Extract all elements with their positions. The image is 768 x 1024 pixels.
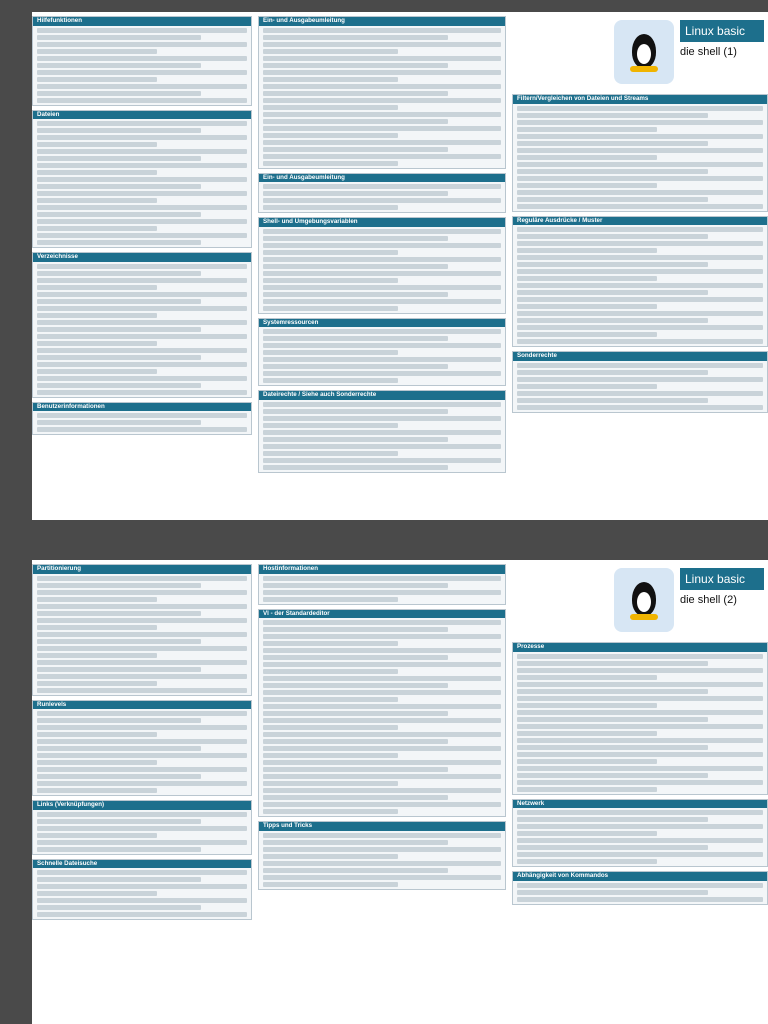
penguin-logo (614, 20, 674, 84)
section-header: Tipps und Tricks (259, 822, 505, 831)
column-3 (512, 564, 768, 909)
section-header: Shell- und Umgebungsvariablen (259, 218, 505, 227)
section-systemressourcen (258, 318, 506, 387)
section-dateien (32, 110, 252, 249)
section-prozesse (512, 642, 768, 795)
section-links (32, 800, 252, 855)
section-header: Dateirechte / Siehe auch Sonderrechte (259, 391, 505, 400)
section-header: Hostinformationen (259, 565, 505, 574)
section-header: Links (Verknüpfungen) (33, 801, 251, 810)
penguin-logo (614, 568, 674, 632)
section-header: Hilfefunktionen (33, 17, 251, 26)
section-header: Benutzerinformationen (33, 403, 251, 412)
section-header: Verzeichnisse (33, 253, 251, 262)
section-abhaengigkeit (512, 871, 768, 905)
column-2 (258, 564, 506, 894)
column-1 (32, 16, 252, 439)
header-banner (614, 568, 764, 638)
section-header: VI - der Standardeditor (259, 610, 505, 619)
section-header: Reguläre Ausdrücke / Muster (513, 217, 767, 226)
section-vi-editor (258, 609, 506, 818)
section-hilfefunktionen (32, 16, 252, 106)
section-header: Filtern/Vergleichen von Dateien und Streams (513, 95, 767, 104)
section-dateisuche (32, 859, 252, 921)
column-1 (32, 564, 252, 924)
cheatsheet-page-2 (32, 560, 768, 1024)
page-title: Linux basic (680, 20, 764, 42)
section-verzeichnisse (32, 252, 252, 398)
section-header: Dateien (33, 111, 251, 120)
section-header: Systemressourcen (259, 319, 505, 328)
section-header: Schnelle Dateisuche (33, 860, 251, 869)
column-2 (258, 16, 506, 477)
section-header: Sonderrechte (513, 352, 767, 361)
section-header: Ein- und Ausgabeumleitung (259, 174, 505, 183)
section-sonderrechte (512, 351, 768, 413)
section-runlevels (32, 700, 252, 797)
section-header: Netzwerk (513, 800, 767, 809)
section-hostinformationen (258, 564, 506, 605)
section-ein-ausgabe-2 (258, 173, 506, 214)
section-tipps-tricks (258, 821, 506, 890)
page-title: Linux basic (680, 568, 764, 590)
cheatsheet-page-1 (32, 12, 768, 520)
section-ein-ausgabe-1 (258, 16, 506, 169)
section-netzwerk (512, 799, 768, 868)
section-header: Partitionierung (33, 565, 251, 574)
page-subtitle: die shell (2) (680, 594, 737, 606)
section-partitionierung (32, 564, 252, 696)
column-3 (512, 16, 768, 417)
section-header: Ein- und Ausgabeumleitung (259, 17, 505, 26)
section-header: Prozesse (513, 643, 767, 652)
section-regulaere-ausdruecke (512, 216, 768, 348)
section-filtern (512, 94, 768, 212)
section-shell-variablen (258, 217, 506, 314)
section-benutzerinformationen (32, 402, 252, 436)
section-dateirechte (258, 390, 506, 473)
section-header: Runlevels (33, 701, 251, 710)
header-banner (614, 20, 764, 90)
page-subtitle: die shell (1) (680, 46, 737, 58)
section-header: Abhängigkeit von Kommandos (513, 872, 767, 881)
